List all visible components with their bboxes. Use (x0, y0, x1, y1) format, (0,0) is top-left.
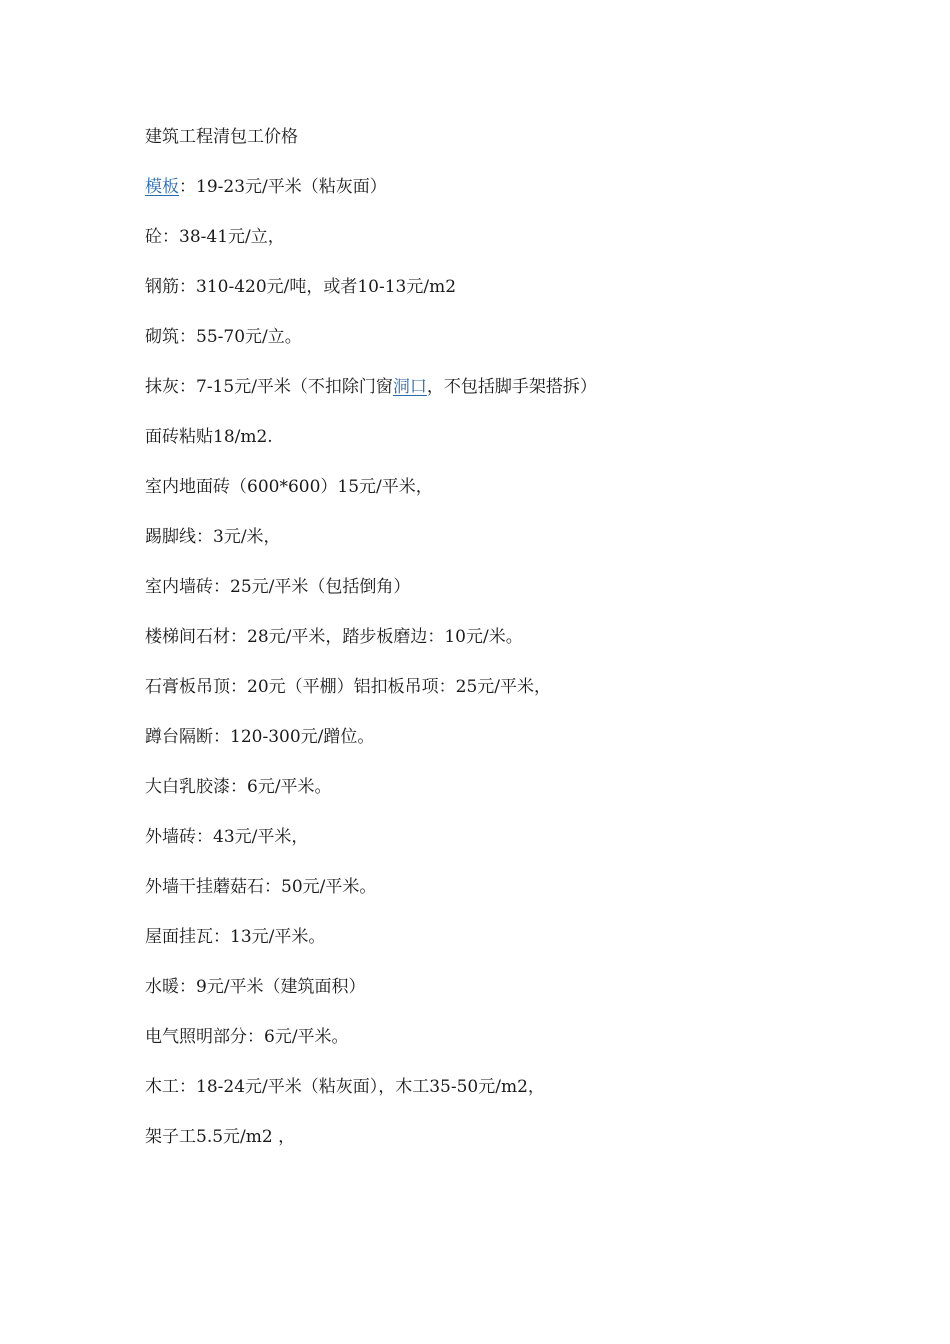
document-title: 建筑工程清包工价格 (145, 127, 298, 147)
price-line-floor-tile: 室内地面砖（600*600）15元/平米， (145, 477, 433, 497)
price-line-text: ，不包括脚手架搭拆） (426, 377, 597, 397)
price-line-exterior-tile: 外墙砖：43元/平米， (145, 827, 309, 847)
price-line-plumbing: 水暖：9元/平米（建筑面积） (145, 977, 366, 997)
link-opening[interactable]: 洞口 (392, 377, 427, 397)
price-line-exterior-stone: 外墙干挂蘑菇石：50元/平米。 (145, 877, 377, 897)
price-line-skirting: 踢脚线：3元/米， (145, 527, 281, 547)
price-line-ceiling: 石膏板吊顶：20元（平棚）铝扣板吊项：25元/平米， (145, 677, 551, 697)
price-line-partition: 蹲台隔断：120-300元/蹭位。 (145, 727, 375, 747)
price-line-scaffolding: 架子工5.5元/m2 ， (145, 1127, 296, 1147)
price-line-formwork (145, 173, 865, 223)
price-line-wall-tile: 室内墙砖：25元/平米（包括倒角） (145, 577, 411, 597)
price-line-face-tile: 面砖粘贴18/m2. (145, 427, 273, 447)
price-line-stair-stone: 楼梯间石材：28元/平米，踏步板磨边：10元/米。 (145, 627, 523, 647)
price-line-carpentry: 木工：18-24元/平米（粘灰面），木工35-50元/m2， (145, 1077, 545, 1097)
price-line-concrete: 砼：38-41元/立， (145, 227, 285, 247)
price-line-rebar: 钢筋：310-420元/吨，或者10-13元/m2 (145, 277, 457, 297)
price-line-text: 抹灰：7-15元/平米（不扣除门窗 (145, 377, 393, 397)
link-formwork[interactable]: 模板 (145, 177, 179, 197)
price-line-electrical: 电气照明部分：6元/平米。 (145, 1027, 349, 1047)
price-line-roof-tile: 屋面挂瓦：13元/平米。 (145, 927, 326, 947)
document-body (145, 123, 865, 1173)
price-line-masonry: 砌筑：55-70元/立。 (145, 327, 302, 347)
price-line-latex-paint: 大白乳胶漆：6元/平米。 (145, 777, 332, 797)
price-line-plastering (145, 373, 865, 423)
price-line-text: ：19-23元/平米（粘灰面） (179, 177, 387, 197)
